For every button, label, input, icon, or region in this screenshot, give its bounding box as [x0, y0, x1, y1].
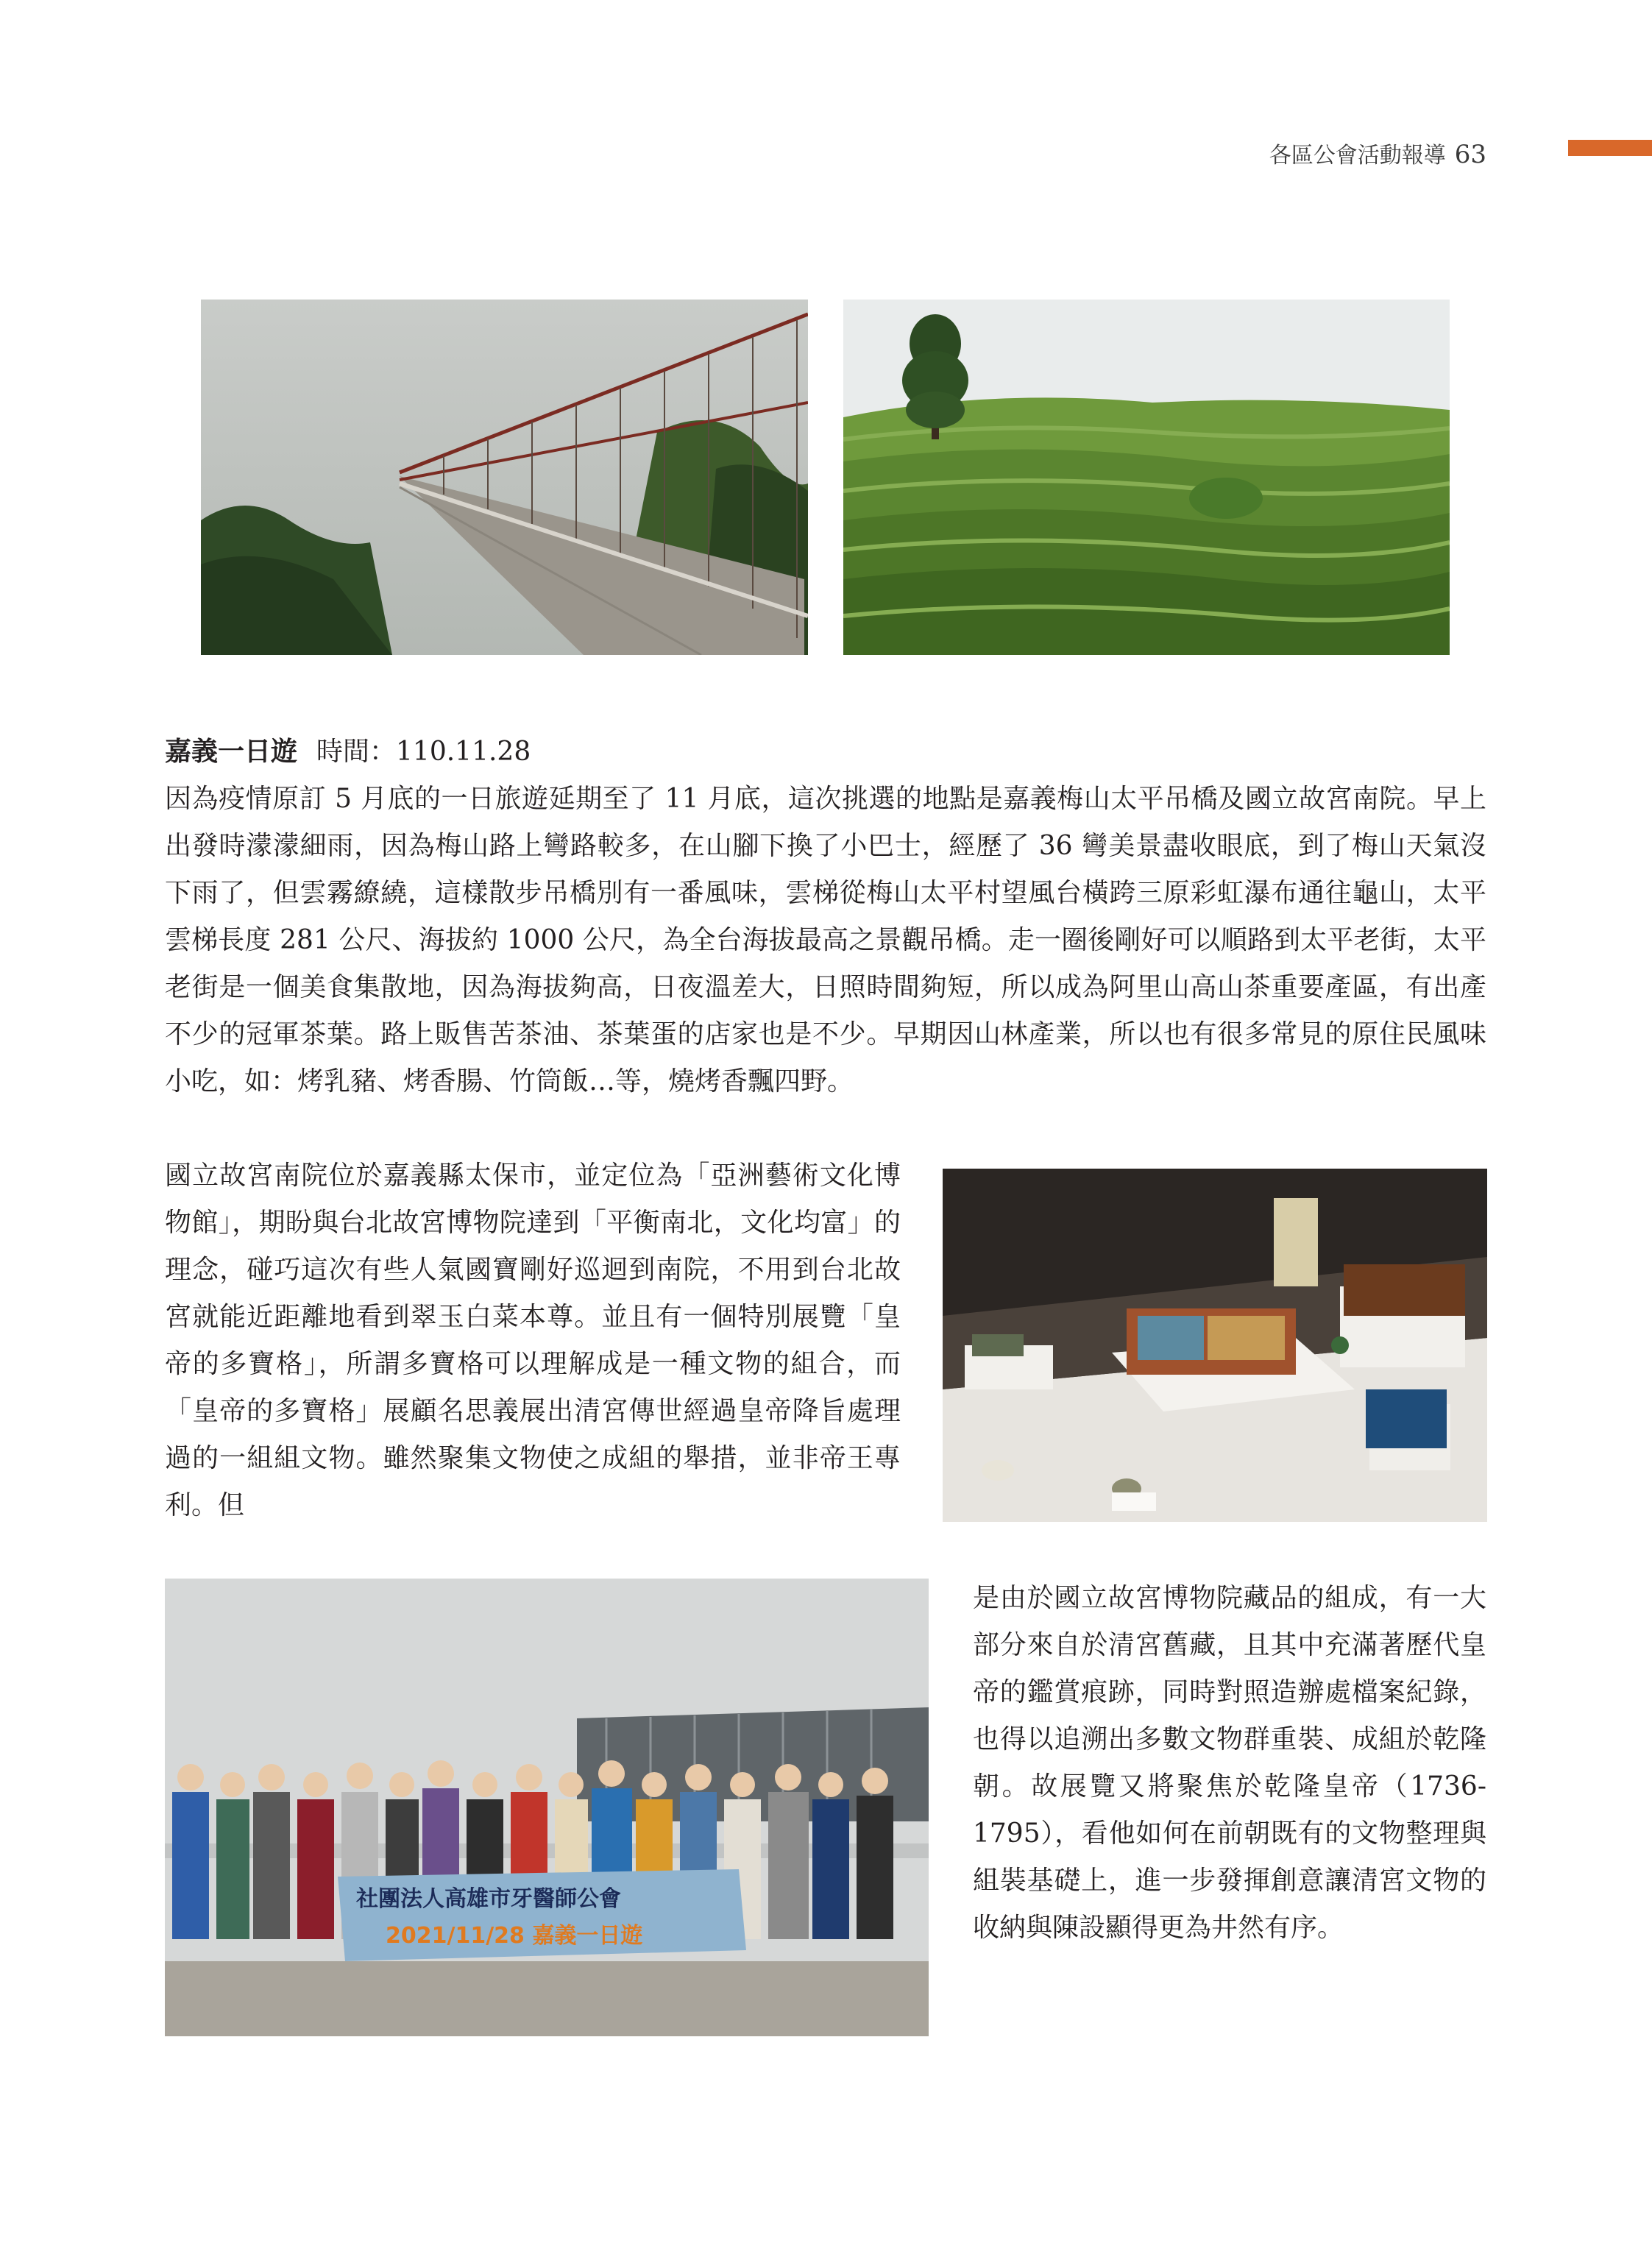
article-intro — [165, 729, 1486, 1105]
banner-line-2: 2021/11/28 嘉義一日遊 — [386, 1923, 643, 1949]
page-number: 63 — [1454, 140, 1486, 169]
article-column-right — [973, 1575, 1486, 1952]
article-heading — [165, 729, 1486, 776]
tea-plantation-photo — [843, 300, 1450, 655]
article-title: 嘉義一日遊 — [165, 737, 298, 767]
article-date: 時間：110.11.28 — [316, 737, 531, 767]
group-photo — [165, 1579, 929, 2036]
suspension-bridge-photo — [201, 300, 808, 655]
paragraph-1: 因為疫情原訂 5 月底的一日旅遊延期至了 11 月底，這次挑選的地點是嘉義梅山太平吊橋及國立故宮南院。早上出發時濛濛細雨，因為梅山路上彎路較多，在山腳下換了小巴士，經歷了 36 彎美景盡收眼底，到了梅山天氣沒下雨了，但雲霧繚繞，這樣散步吊橋別有一番風味，雲梯從梅山太平村望風台橫跨三原彩虹瀑布通往龜山，太平雲梯長度 281 公尺、海拔約 1000 公尺，為全台海拔最高之景觀吊橋。走一圈後剛好可以順路到太平老街，太平老街是一個美食集散地，因為海拔夠高，日夜溫差大，日照時間夠短，所以成為阿里山高山茶重要產區，有出產不少的冠軍茶葉。路上販售苦茶油、茶葉蛋的店家也是不少。早期因山林產業，所以也有很多常見的原住民風味小吃，如：烤乳豬、烤香腸、竹筒飯…等，燒烤香飄四野。 — [165, 784, 1486, 1097]
paragraph-2: 國立故宮南院位於嘉義縣太保市，並定位為「亞洲藝術文化博物館」，期盼與台北故宮博物院達到「平衡南北，文化均富」的理念，碰巧這次有些人氣國寶剛好巡迴到南院，不用到台北故宮就能近距離地看到翠玉白菜本尊。並且有一個特別展覽「皇帝的多寶格」，所謂多寶格可以理解成是一種文物的組合，而「皇帝的多寶格」展顧名思義展出清宮傳世經過皇帝降旨處理過的一組組文物。雖然聚集文物使之成組的舉措，並非帝王專利。但 — [165, 1161, 901, 1520]
paragraph-3: 是由於國立故宮博物院藏品的組成，有一大部分來自於清宮舊藏，且其中充滿著歷代皇帝的鑑賞痕跡，同時對照造辦處檔案紀錄，也得以追溯出多數文物群重裝、成組於乾隆朝。故展覽又將聚焦於乾隆皇帝（1736-1795），看他如何在前朝既有的文物整理與組裝基礎上，進一步發揮創意讓清宮文物的收納與陳設顯得更為井然有序。 — [973, 1583, 1486, 1943]
museum-exhibit-photo — [943, 1169, 1487, 1522]
section-title: 各區公會活動報導 — [1269, 143, 1446, 169]
running-header — [1222, 132, 1486, 177]
banner-line-1: 社團法人高雄市牙醫師公會 — [356, 1886, 621, 1912]
accent-bar — [1568, 140, 1652, 156]
article-column-left — [165, 1152, 901, 1529]
